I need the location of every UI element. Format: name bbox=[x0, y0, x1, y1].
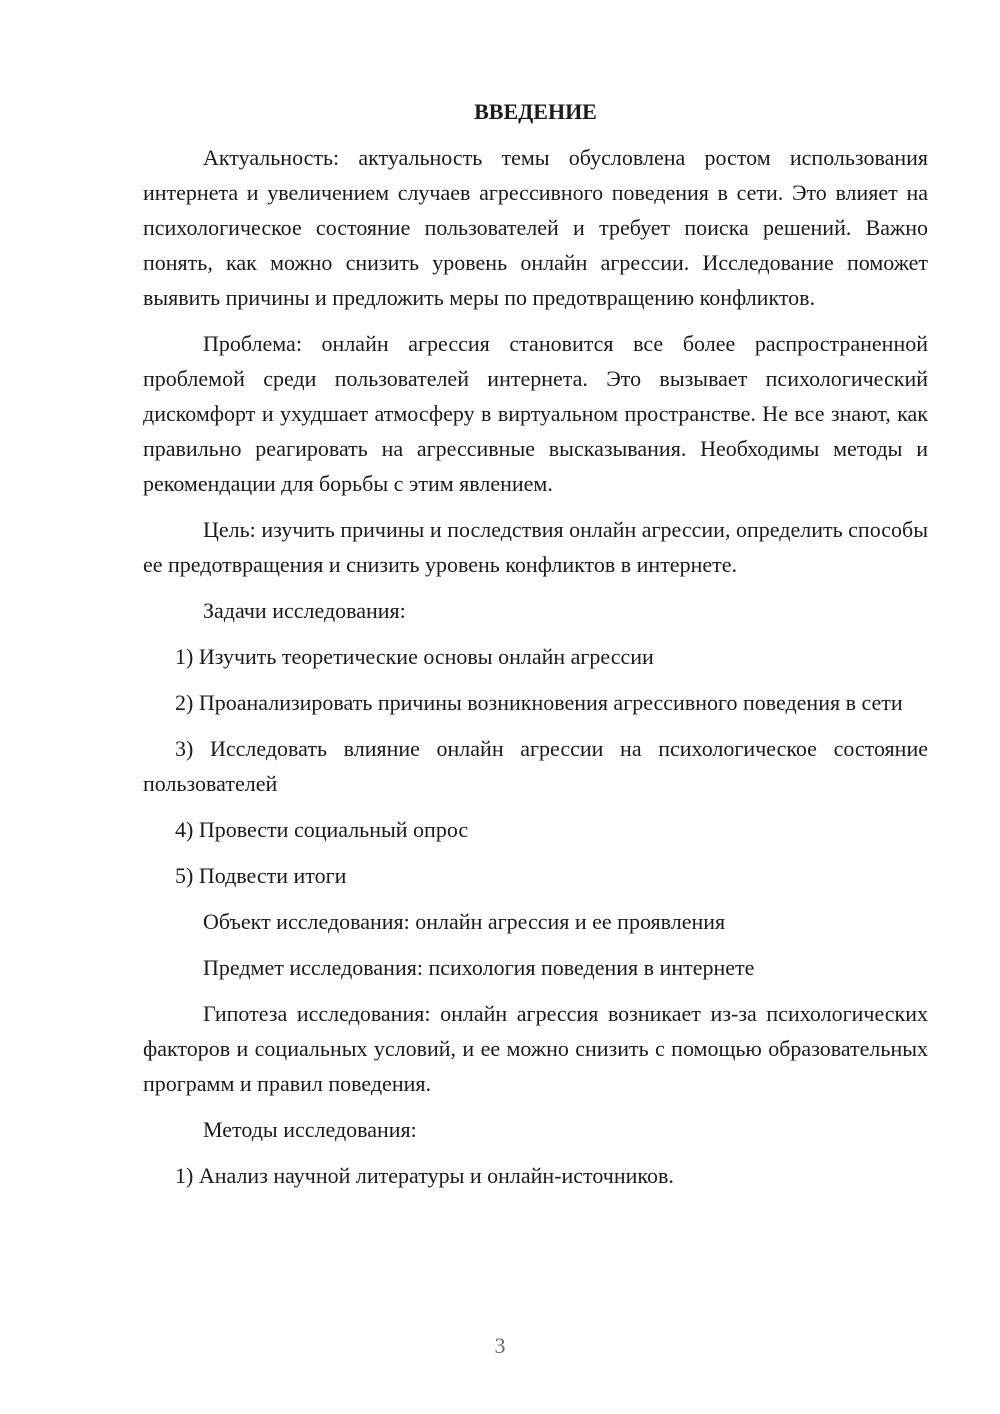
task-item-2: 2) Проанализировать причины возникновения агрессивного поведения в сети bbox=[175, 690, 903, 715]
task-item-4: 4) Провести социальный опрос bbox=[175, 817, 469, 842]
paragraph-object: Объект исследования: онлайн агрессия и ее проявления bbox=[203, 909, 726, 934]
method-item-1: 1) Анализ научной литературы и онлайн-источников. bbox=[175, 1163, 674, 1188]
paragraph-subject: Предмет исследования: психология поведения в интернете bbox=[203, 955, 755, 980]
paragraph-problem: Проблема: онлайн агрессия становится все более распространенной проблемой среди пользователей интернета. Это вызывает психологический дискомфорт и ухудшает атмосферу в виртуальном пространстве. Не все знают, как правильно реагировать на агрессивные высказывания. Необходимы методы и рекомендации для борьбы с этим явлением. bbox=[143, 331, 928, 496]
paragraph-goal: Цель: изучить причины и последствия онлайн агрессии, определить способы ее предотвращения и снизить уровень конфликтов в интернете. bbox=[143, 517, 928, 577]
task-item-5: 5) Подвести итоги bbox=[175, 863, 347, 888]
page-number: 3 bbox=[494, 1333, 506, 1358]
task-item-3: 3) Исследовать влияние онлайн агрессии на психологическое состояние пользователей bbox=[143, 736, 928, 796]
document-body bbox=[143, 94, 928, 1204]
task-item-1: 1) Изучить теоретические основы онлайн агрессии bbox=[175, 644, 654, 669]
paragraph-relevance: Актуальность: актуальность темы обусловлена ростом использования интернета и увеличением случаев агрессивного поведения в сети. Это влияет на психологическое состояние пользователей и требует поиска решений. Важно понять, как можно снизить уровень онлайн агрессии. Исследование поможет выявить причины и предложить меры по предотвращению конфликтов. bbox=[143, 145, 928, 310]
paragraph-tasks-heading: Задачи исследования: bbox=[203, 598, 406, 623]
paragraph-methods-heading: Методы исследования: bbox=[203, 1117, 417, 1142]
section-heading: ВВЕДЕНИЕ bbox=[474, 99, 597, 124]
paragraph-hypothesis: Гипотеза исследования: онлайн агрессия возникает из-за психологических факторов и социальных условий, и ее можно снизить с помощью образовательных программ и правил поведения. bbox=[143, 1001, 928, 1096]
